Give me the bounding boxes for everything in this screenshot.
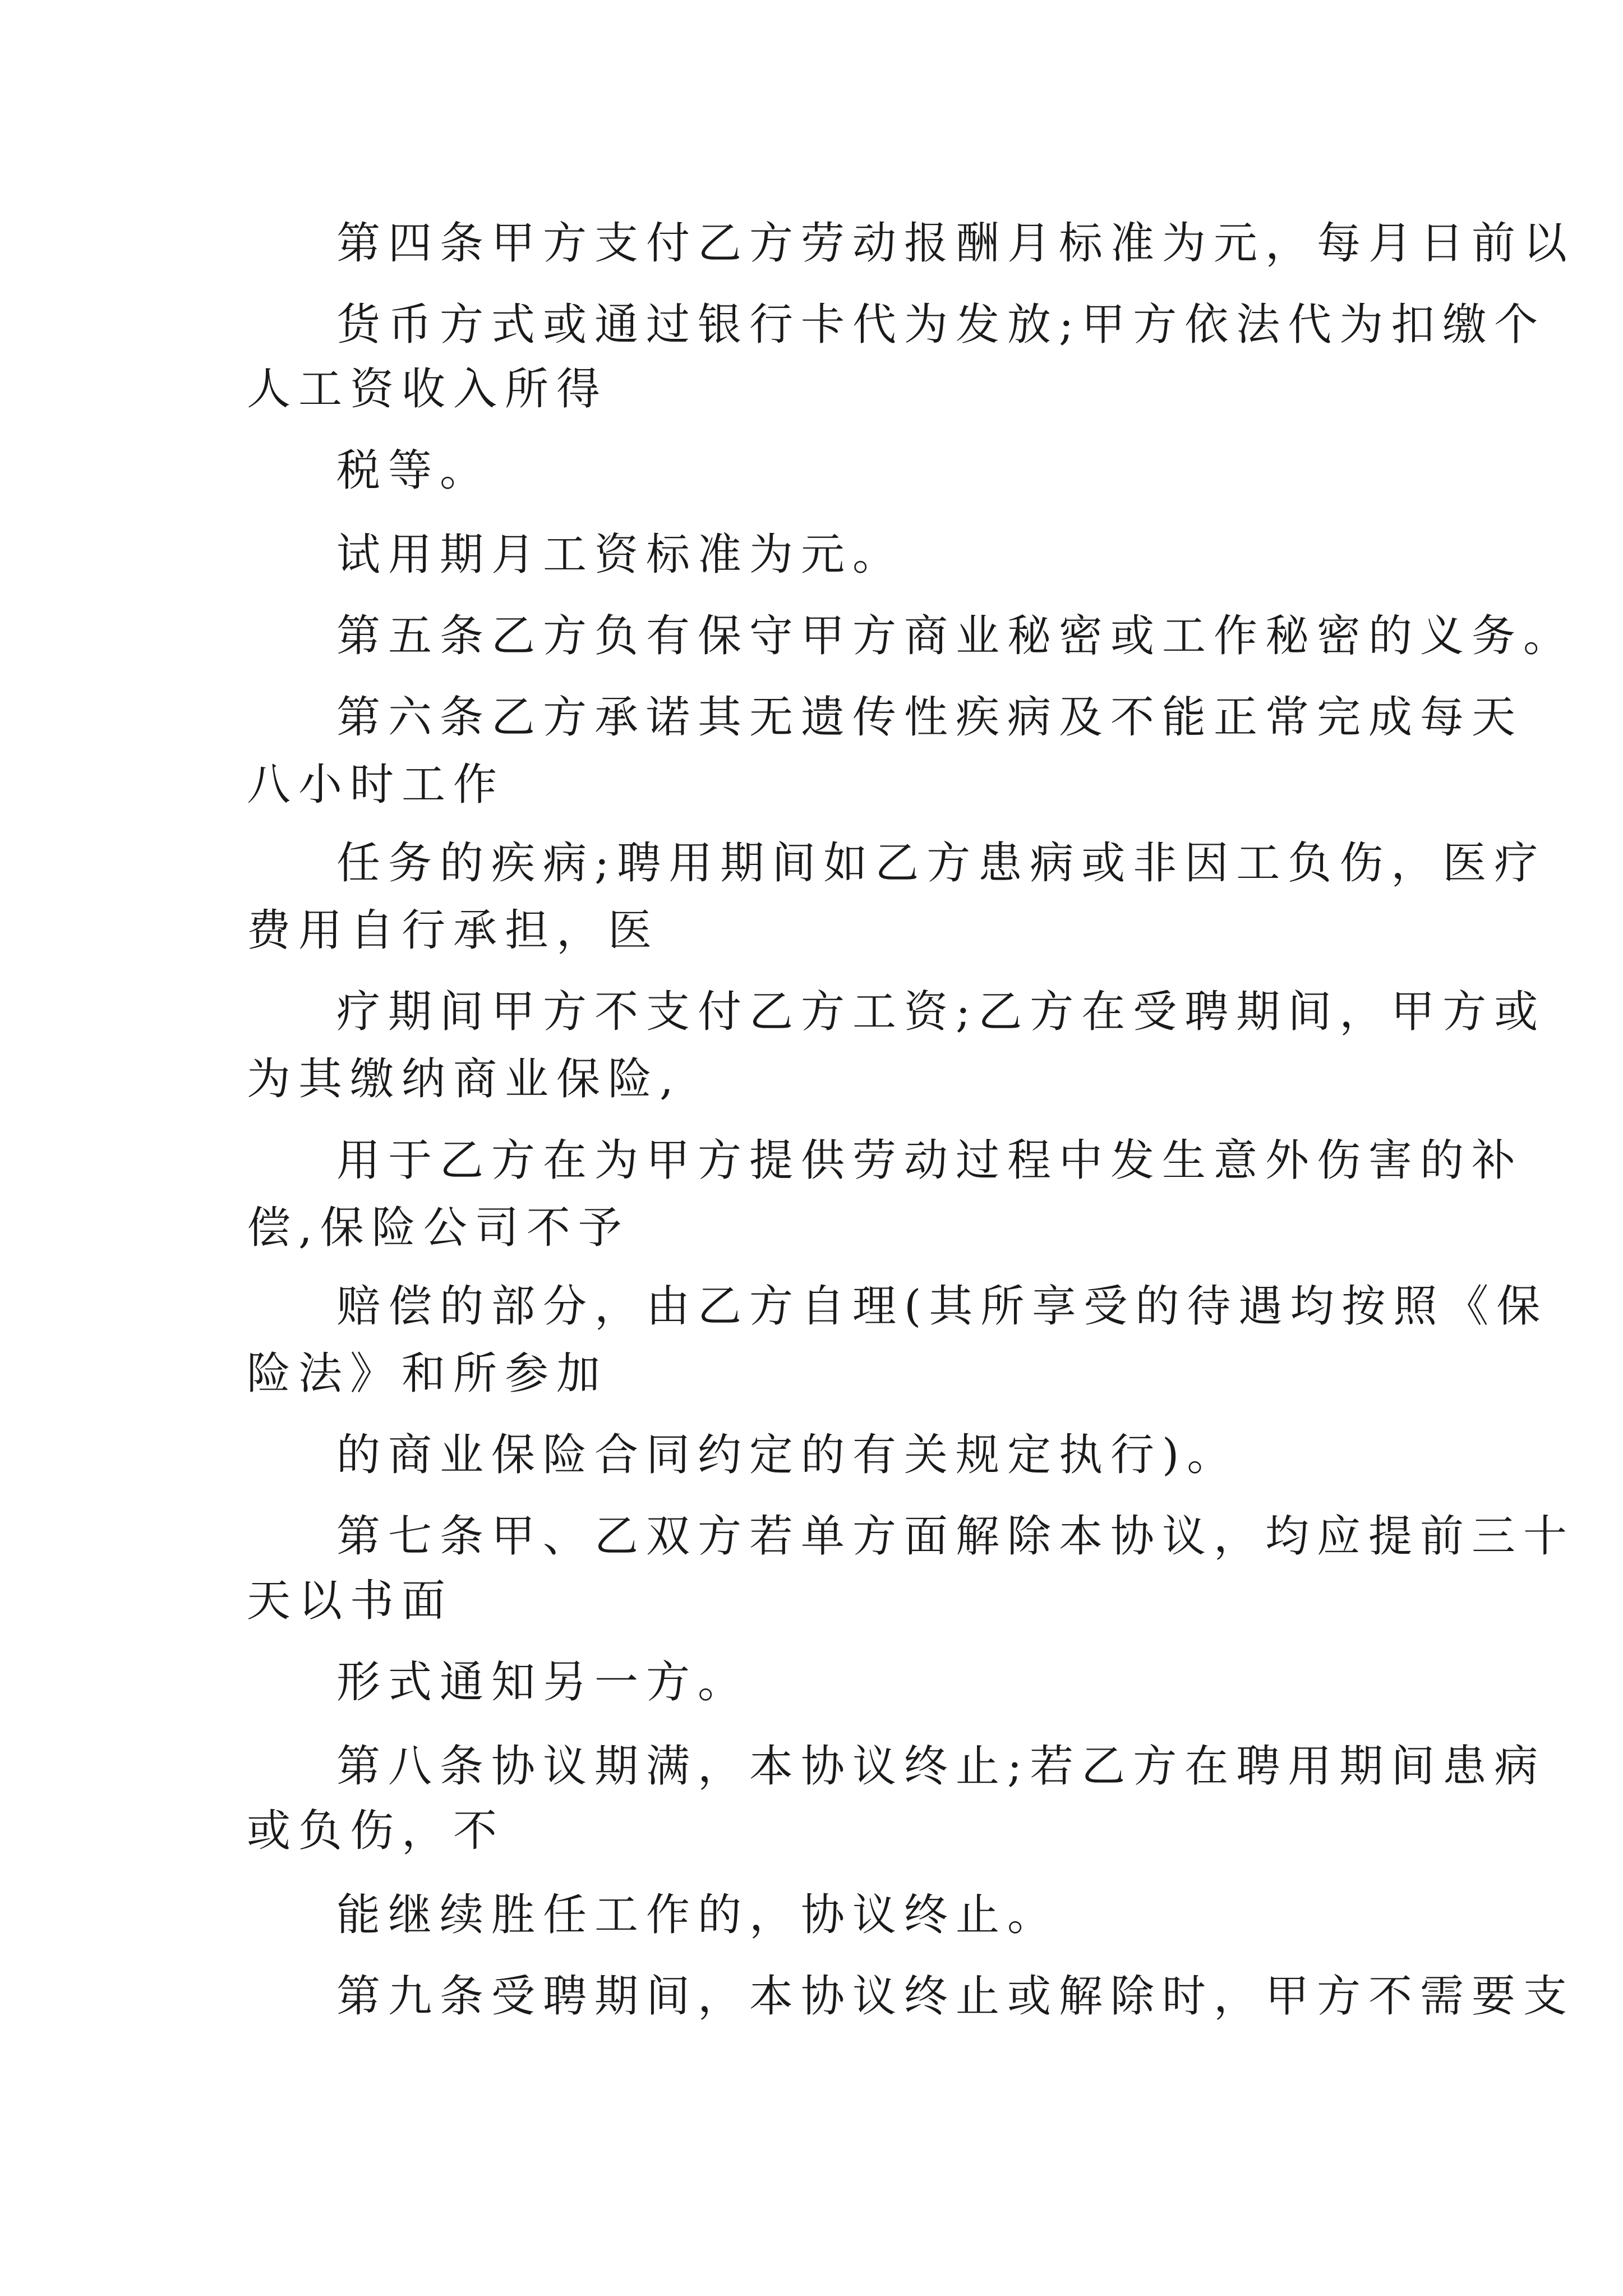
text-line: 疗期间甲方不支付乙方工资;乙方在受聘期间，甲方或 <box>336 987 1546 1037</box>
text-line: 费用自行承担，医 <box>247 905 660 956</box>
text-line: 第七条甲、乙双方若单方面解除本协议，均应提前三十 <box>336 1511 1575 1562</box>
text-line: 第四条甲方支付乙方劳动报酬月标准为元，每月日前以 <box>336 218 1575 269</box>
text-line: 或负伤，不 <box>247 1806 505 1856</box>
text-line: 任务的疾病;聘用期间如乙方患病或非因工负伤，医疗 <box>336 838 1546 889</box>
text-line: 赔偿的部分，由乙方自理(其所享受的待遇均按照《保 <box>336 1281 1548 1332</box>
text-line: 险法》和所参加 <box>247 1349 608 1399</box>
text-line: 为其缴纳商业保险, <box>247 1054 681 1105</box>
text-line: 八小时工作 <box>247 760 505 810</box>
text-line: 人工资收入所得 <box>247 364 608 415</box>
text-line: 的商业保险合同约定的有关规定执行)。 <box>336 1430 1239 1480</box>
text-line: 第六条乙方承诺其无遗传性疾病及不能正常完成每天 <box>336 692 1524 743</box>
text-line: 货币方式或通过银行卡代为发放;甲方依法代为扣缴个 <box>336 300 1546 350</box>
text-line: 能继续胜任工作的，协议终止。 <box>336 1890 1059 1940</box>
text-line: 第五条乙方负有保守甲方商业秘密或工作秘密的义务。 <box>336 611 1575 661</box>
text-line: 第九条受聘期间，本协议终止或解除时，甲方不需要支 <box>336 1971 1575 2022</box>
text-line: 形式通知另一方。 <box>336 1657 750 1708</box>
text-line: 偿,保险公司不予 <box>247 1203 630 1253</box>
text-line: 用于乙方在为甲方提供劳动过程中发生意外伤害的补 <box>336 1135 1524 1186</box>
text-line: 试用期月工资标准为元。 <box>336 530 905 580</box>
text-line: 税等。 <box>336 445 492 496</box>
text-line: 第八条协议期满，本协议终止;若乙方在聘用期间患病 <box>336 1741 1546 1792</box>
text-line: 天以书面 <box>247 1576 454 1626</box>
